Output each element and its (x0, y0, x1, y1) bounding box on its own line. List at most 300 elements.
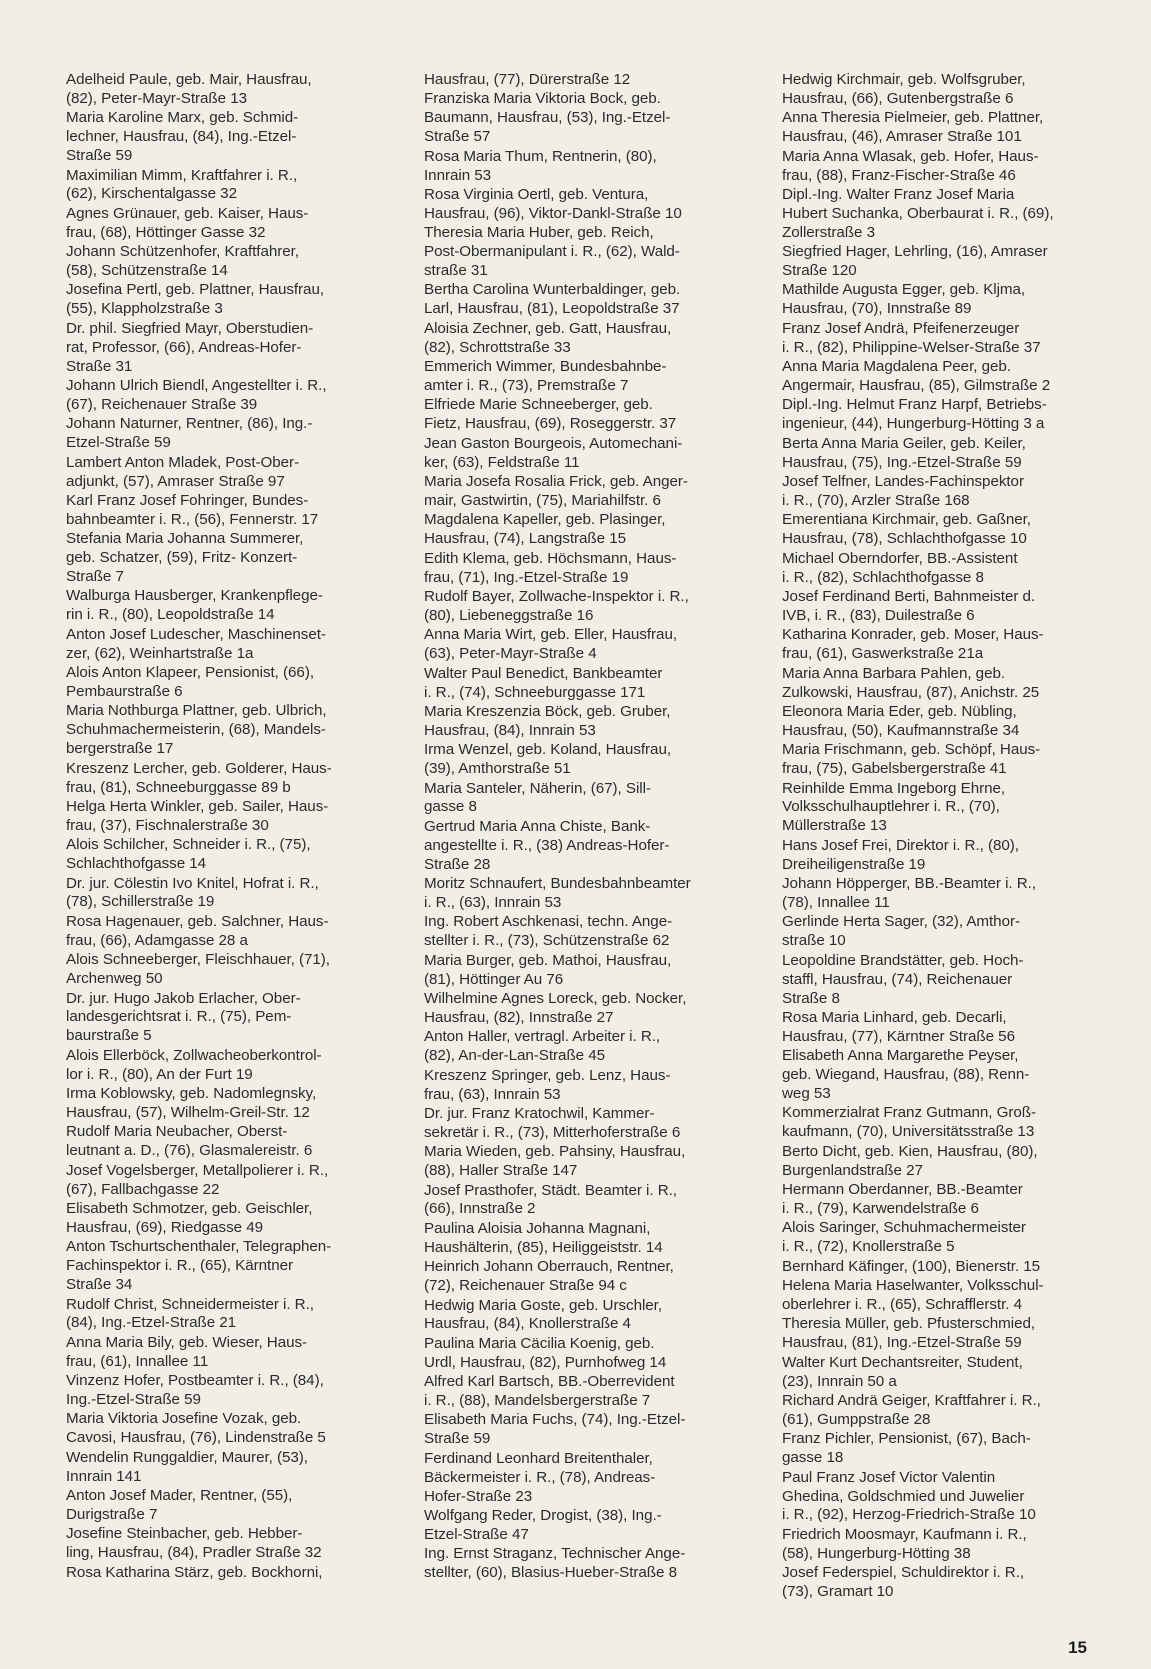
entry-line: Anton Tschurtschenthaler, Telegraphen- (66, 1238, 332, 1256)
directory-entry (66, 281, 380, 319)
entry-line: Maria Kreszenzia Böck, geb. Gruber, (424, 702, 671, 720)
entry-line: (62), Kirschentalgasse 32 (66, 185, 237, 203)
entry-line: Urdl, Hausfrau, (82), Purnhofweg 14 (424, 1353, 667, 1371)
directory-entry (424, 1297, 738, 1335)
entry-line: Straße 59 (66, 147, 133, 165)
directory-entry (782, 626, 1096, 664)
entry-line: Maria Burger, geb. Mathoi, Hausfrau, (424, 951, 672, 969)
directory-entry (782, 952, 1096, 1009)
entry-line: Wendelin Runggaldier, Maurer, (53), (66, 1448, 308, 1466)
directory-entry (66, 798, 380, 836)
entry-line: Hausfrau, (75), Ing.-Etzel-Straße 59 (782, 453, 1022, 471)
entry-line: Dreiheiligenstraße 19 (782, 855, 926, 873)
entry-line: Gertrud Maria Anna Chiste, Bank- (424, 817, 651, 835)
entry-line: Walter Kurt Dechantsreiter, Student, (782, 1353, 1023, 1371)
entry-line: Zollerstraße 3 (782, 223, 875, 241)
directory-entry (424, 435, 738, 473)
entry-line: (78), Schillerstraße 19 (66, 893, 215, 911)
directory-entry (66, 320, 380, 377)
entry-line: (82), An-der-Lan-Straße 45 (424, 1047, 606, 1065)
directory-entry (424, 148, 738, 186)
entry-line: Hausfrau, (81), Ing.-Etzel-Straße 59 (782, 1334, 1022, 1352)
entry-line: stellter i. R., (73), Schützenstraße 62 (424, 932, 670, 950)
entry-line: bergerstraße 17 (66, 740, 174, 758)
entry-line: Ing. Ernst Straganz, Technischer Ange- (424, 1545, 686, 1563)
directory-entry (782, 435, 1096, 473)
entry-line: Straße 57 (424, 128, 491, 146)
entry-line: Moritz Schnaufert, Bundesbahnbeamter (424, 875, 691, 893)
entry-line: landesgerichtsrat i. R., (75), Pem- (66, 1008, 292, 1026)
entry-line: Ghedina, Goldschmied und Juwelier (782, 1487, 1025, 1505)
entry-line: Anton Haller, vertragl. Arbeiter i. R., (424, 1028, 661, 1046)
entry-line: Helga Herta Winkler, geb. Sailer, Haus- (66, 797, 329, 815)
entry-line: Siegfried Hager, Lehrling, (16), Amraser (782, 243, 1048, 261)
entry-line: Kreszenz Springer, geb. Lenz, Haus- (424, 1066, 671, 1084)
entry-line: Hofer-Straße 23 (424, 1487, 533, 1505)
entry-line: Anna Maria Wirt, geb. Eller, Hausfrau, (424, 626, 678, 644)
entry-line: Theresia Maria Huber, geb. Reich, (424, 224, 654, 242)
entry-line: frau, (61), Gaswerkstraße 21a (782, 645, 984, 663)
entry-line: Hans Josef Frei, Direktor i. R., (80), (782, 836, 1019, 854)
entry-line: Elfriede Marie Schneeberger, geb. (424, 396, 653, 414)
entry-line: ingenieur, (44), Hungerburg-Hötting 3 a (782, 415, 1045, 433)
entry-line: Archenweg 50 (66, 970, 163, 988)
directory-entry (782, 1258, 1096, 1277)
entry-line: Baumann, Hausfrau, (53), Ing.-Etzel- (424, 109, 671, 127)
entry-line: Josef Federspiel, Schuldirektor i. R., (782, 1564, 1025, 1582)
directory-entry (782, 665, 1096, 703)
entry-line: Johann Ulrich Biendl, Angestellter i. R., (66, 377, 327, 394)
entry-line: Zulkowski, Hausfrau, (87), Anichstr. 25 (782, 683, 1040, 701)
entry-line: Emerentiana Kirchmair, geb. Gaßner, (782, 511, 1031, 529)
directory-entry (782, 511, 1096, 549)
directory-entry (66, 1449, 380, 1487)
directory-entry (66, 990, 380, 1047)
directory-entry (66, 951, 380, 989)
directory-entry (66, 109, 380, 166)
entry-line: Berta Anna Maria Geiler, geb. Keiler, (782, 434, 1026, 452)
entry-line: Agnes Grünauer, geb. Kaiser, Haus- (66, 204, 309, 222)
entry-line: Schuhmachermeisterin, (68), Mandels- (66, 721, 326, 739)
entry-line: (58), Schützenstraße 14 (66, 262, 228, 280)
directory-entry (66, 377, 380, 415)
entry-line: Schlachthofgasse 14 (66, 855, 207, 873)
entry-line: (67), Reichenauer Straße 39 (66, 395, 258, 413)
directory-entry (782, 1104, 1096, 1142)
entry-line: (88), Haller Straße 147 (424, 1162, 578, 1180)
directory-entry (782, 741, 1096, 779)
entry-line: Paulina Aloisia Johanna Magnani, (424, 1219, 651, 1237)
entry-line: angestellte i. R., (38) Andreas-Hofer- (424, 836, 670, 854)
entry-line: (61), Gumppstraße 28 (782, 1410, 931, 1428)
directory-entry (66, 760, 380, 798)
entry-line: geb. Wiegand, Hausfrau, (88), Renn- (782, 1066, 1030, 1084)
directory-entry (424, 990, 738, 1028)
entry-line: Ing. Robert Aschkenasi, techn. Ange- (424, 913, 673, 931)
directory-entry (66, 1410, 380, 1448)
entry-line: (81), Höttinger Au 76 (424, 970, 564, 988)
entry-line: Josef Telfner, Landes-Fachinspektor (782, 473, 1024, 491)
directory-entry (782, 1430, 1096, 1468)
entry-line: Fachinspektor i. R., (65), Kärntner (66, 1257, 293, 1275)
directory-entry (782, 837, 1096, 875)
entry-line: Post-Obermanipulant i. R., (62), Wald- (424, 243, 680, 261)
entry-line: Franziska Maria Viktoria Bock, geb. (424, 90, 661, 108)
entry-line: Anna Maria Magdalena Peer, geb. (782, 358, 1011, 376)
directory-entry (424, 588, 738, 626)
entry-line: gasse 18 (782, 1449, 844, 1467)
entry-line: adjunkt, (57), Amraser Straße 97 (66, 472, 285, 490)
directory-entry (66, 1162, 380, 1200)
entry-line: Anton Josef Mader, Rentner, (55), (66, 1487, 293, 1505)
entry-line: Reinhilde Emma Ingeborg Ehrne, (782, 779, 1006, 797)
directory-entry (782, 1009, 1096, 1047)
entry-line: Dr. jur. Franz Kratochwil, Kammer- (424, 1104, 655, 1122)
directory-entry (424, 1335, 738, 1373)
entry-line: Johann Naturner, Rentner, (86), Ing.- (66, 415, 313, 433)
entry-line: Alois Saringer, Schuhmachermeister (782, 1219, 1026, 1237)
entry-line: (58), Hungerburg-Hötting 38 (782, 1544, 971, 1562)
directory-entry (66, 415, 380, 453)
directory-entry (424, 1182, 738, 1220)
entry-line: Hausfrau, (74), Langstraße 15 (424, 530, 627, 548)
entry-line: Innrain 53 (424, 166, 492, 184)
entry-line: Rosa Maria Thum, Rentnerin, (80), (424, 147, 657, 165)
directory-entry (424, 741, 738, 779)
directory-entry (424, 1258, 738, 1296)
entry-line: Hausfrau, (50), Kaufmannstraße 34 (782, 721, 1020, 739)
entry-line: ling, Hausfrau, (84), Pradler Straße 32 (66, 1544, 322, 1562)
directory-entry (66, 664, 380, 702)
entry-line: i. R., (63), Innrain 53 (424, 893, 562, 911)
directory-entry (782, 913, 1096, 951)
entry-line: Michael Oberndorfer, BB.-Assistent (782, 549, 1018, 567)
directory-entry (782, 148, 1096, 186)
entry-line: (67), Fallbachgasse 22 (66, 1180, 220, 1198)
entry-line: Ing.-Etzel-Straße 59 (66, 1391, 201, 1409)
entry-line: Josef Ferdinand Berti, Bahnmeister d. (782, 587, 1036, 605)
directory-entry (782, 243, 1096, 281)
entry-line: straße 10 (782, 932, 846, 950)
directory-entry (782, 1354, 1096, 1392)
entry-line: mair, Gastwirtin, (75), Mariahilfstr. 6 (424, 491, 661, 509)
entry-line: amter i. R., (73), Premstraße 7 (424, 377, 629, 394)
entry-line: Hausfrau, (96), Viktor-Dankl-Straße 10 (424, 204, 682, 222)
entry-line: Rudolf Maria Neubacher, Oberst- (66, 1123, 288, 1141)
entry-line: geb. Schatzer, (59), Fritz- Konzert- (66, 549, 298, 567)
directory-entry (424, 703, 738, 741)
entry-line: ker, (63), Feldstraße 11 (424, 453, 580, 471)
entry-line: frau, (81), Schneeburggasse 89 b (66, 778, 291, 796)
entry-line: stellter, (60), Blasius-Hueber-Straße 8 (424, 1564, 677, 1582)
entry-line: Anna Theresia Pielmeier, geb. Plattner, (782, 109, 1044, 127)
entry-line: Irma Wenzel, geb. Koland, Hausfrau, (424, 741, 672, 759)
entry-line: Walburga Hausberger, Krankenpflege- (66, 587, 323, 605)
directory-entry (66, 1123, 380, 1161)
entry-line: Hedwig Maria Goste, geb. Urschler, (424, 1296, 663, 1314)
entry-line: Hausfrau, (66), Gutenbergstraße 6 (782, 89, 1014, 107)
directory-entry (424, 1373, 738, 1411)
entry-line: frau, (37), Fischnalerstraße 30 (66, 816, 269, 834)
entry-line: Elisabeth Anna Margarethe Peyser, (782, 1047, 1019, 1065)
directory-entry (66, 1525, 380, 1563)
entry-line: Stefania Maria Johanna Summerer, (66, 530, 304, 548)
entry-line: (63), Peter-Mayr-Straße 4 (424, 645, 597, 663)
entry-line: Rosa Hagenauer, geb. Salchner, Haus- (66, 912, 329, 930)
entry-line: Hausfrau, (69), Riedgasse 49 (66, 1218, 263, 1236)
directory-entry (424, 281, 738, 319)
entry-line: Kreszenz Lercher, geb. Golderer, Haus- (66, 759, 332, 777)
directory-entry (424, 396, 738, 434)
directory-entry (424, 913, 738, 951)
entry-line: Hausfrau, (77), Kärntner Straße 56 (782, 1027, 1015, 1045)
directory-entry (782, 1143, 1096, 1181)
directory-entry (66, 913, 380, 951)
entry-line: Josef Vogelsberger, Metallpolierer i. R., (66, 1161, 329, 1179)
directory-entry (424, 875, 738, 913)
entry-line: Paul Franz Josef Victor Valentin (782, 1468, 996, 1486)
directory-entry (782, 396, 1096, 434)
entry-line: (82), Schrottstraße 33 (424, 338, 571, 356)
entry-line: Rosa Maria Linhard, geb. Decarli, (782, 1008, 1007, 1026)
entry-line: Gerlinde Herta Sager, (32), Amthor- (782, 913, 1020, 931)
entry-line: staffl, Hausfrau, (74), Reichenauer (782, 970, 1013, 988)
entry-line: Straße 59 (424, 1430, 491, 1448)
directory-entry (782, 1392, 1096, 1430)
entry-line: Franz Josef Andrä, Pfeifenerzeuger (782, 319, 1020, 337)
directory-entry (66, 1085, 380, 1123)
entry-line: Emmerich Wimmer, Bundesbahnbe- (424, 358, 667, 376)
entry-line: Bertha Carolina Wunterbaldinger, geb. (424, 281, 681, 299)
directory-entry (424, 320, 738, 358)
entry-line: Kommerzialrat Franz Gutmann, Groß- (782, 1104, 1037, 1122)
entry-line: Eleonora Maria Eder, geb. Nübling, (782, 702, 1017, 720)
entry-line: Johann Schützenhofer, Kraftfahrer, (66, 243, 300, 261)
directory-entry (424, 186, 738, 224)
directory-entry (66, 1564, 380, 1583)
entry-line: sekretär i. R., (73), Mitterhoferstraße 6 (424, 1123, 681, 1141)
directory-entry (782, 703, 1096, 741)
directory-entry (424, 1220, 738, 1258)
entry-line: Karl Franz Josef Fohringer, Bundes- (66, 491, 309, 509)
entry-line: (78), Innallee 11 (782, 893, 890, 911)
entry-line: Hausfrau, (78), Schlachthofgasse 10 (782, 530, 1027, 548)
entry-line: Angermair, Hausfrau, (85), Gilmstraße 2 (782, 377, 1051, 394)
page-number: 15 (1068, 1638, 1087, 1657)
entry-line: i. R., (82), Philippine-Welser-Straße 37 (782, 338, 1041, 356)
directory-entry (782, 320, 1096, 358)
entry-line: Katharina Konrader, geb. Moser, Haus- (782, 626, 1044, 644)
entry-line: Walter Paul Benedict, Bankbeamter (424, 664, 663, 682)
directory-entry (424, 1507, 738, 1545)
entry-line: Rudolf Christ, Schneidermeister i. R., (66, 1295, 314, 1313)
entry-line: Alois Schilcher, Schneider i. R., (75), (66, 836, 311, 854)
directory-entry (424, 1545, 738, 1583)
directory-entry (424, 71, 738, 90)
entry-line: IVB, i. R., (83), Duilestraße 6 (782, 606, 975, 624)
entry-line: Haushälterin, (85), Heiliggeiststr. 14 (424, 1238, 663, 1256)
directory-entry (782, 550, 1096, 588)
directory-entry (424, 511, 738, 549)
entry-line: Heinrich Johann Oberrauch, Rentner, (424, 1258, 674, 1276)
directory-entry (424, 665, 738, 703)
entry-line: Pembaurstraße 6 (66, 683, 183, 700)
entry-line: Josefina Pertl, geb. Plattner, Hausfrau, (66, 281, 325, 299)
entry-line: weg 53 (782, 1085, 831, 1103)
directory-entry (782, 109, 1096, 147)
entry-line: Burgenlandstraße 27 (782, 1161, 923, 1179)
entry-line: Hubert Suchanka, Oberbaurat i. R., (69), (782, 204, 1054, 222)
directory-entry (782, 1564, 1096, 1602)
entry-line: Alois Anton Klapeer, Pensionist, (66), (66, 664, 314, 682)
entry-line: gasse 8 (424, 798, 477, 816)
directory-entry (66, 1372, 380, 1410)
entry-line: Alois Schneeberger, Fleischhauer, (71), (66, 951, 330, 969)
entry-line: rin i. R., (80), Leopoldstraße 14 (66, 606, 275, 624)
entry-line: Berto Dicht, geb. Kien, Hausfrau, (80), (782, 1142, 1038, 1160)
entry-line: Maria Josefa Rosalia Frick, geb. Anger- (424, 473, 688, 491)
directory-entry (66, 1296, 380, 1334)
directory-entry (782, 358, 1096, 396)
entry-line: (72), Reichenauer Straße 94 c (424, 1277, 627, 1295)
entry-line: Alois Ellerböck, Zollwacheoberkontrol- (66, 1046, 322, 1064)
directory-entry (782, 1181, 1096, 1219)
entry-line: i. R., (92), Herzog-Friedrich-Straße 10 (782, 1506, 1036, 1524)
directory-entry (424, 358, 738, 396)
entry-line: bahnbeamter i. R., (56), Fennerstr. 17 (66, 510, 319, 528)
directory-entry (66, 626, 380, 664)
entry-line: frau, (75), Gabelsbergerstraße 41 (782, 760, 1007, 778)
entry-line: Paulina Maria Cäcilia Koenig, geb. (424, 1334, 655, 1352)
entry-line: Hausfrau, (57), Wilhelm-Greil-Str. 12 (66, 1103, 310, 1121)
entry-line: Maria Nothburga Plattner, geb. Ulbrich, (66, 702, 327, 720)
entry-line: Hausfrau, (84), Knollerstraße 4 (424, 1315, 631, 1333)
directory-entry (66, 587, 380, 625)
directory-entry (424, 1143, 738, 1181)
entry-line: Wolfgang Reder, Drogist, (38), Ing.- (424, 1506, 662, 1524)
entry-line: Anna Maria Bily, geb. Wieser, Haus- (66, 1333, 308, 1351)
entry-line: Rudolf Bayer, Zollwache-Inspektor i. R., (424, 587, 689, 605)
entry-line: rat, Professor, (66), Andreas-Hofer- (66, 338, 302, 356)
directory-entry (66, 702, 380, 759)
entry-line: Straße 7 (66, 568, 124, 586)
entry-line: Hausfrau, (77), Dürerstraße 12 (424, 71, 631, 88)
directory-entry (66, 530, 380, 587)
entry-line: Straße 28 (424, 855, 491, 873)
entry-line: Leopoldine Brandstätter, geb. Hoch- (782, 951, 1024, 969)
directory-entry (782, 281, 1096, 319)
entry-line: Bäckermeister i. R., (78), Andreas- (424, 1468, 656, 1486)
entry-line: Johann Höpperger, BB.-Beamter i. R., (782, 875, 1036, 893)
entry-line: Vinzenz Hofer, Postbeamter i. R., (84), (66, 1372, 324, 1390)
entry-line: Hausfrau, (84), Innrain 53 (424, 721, 596, 739)
directory-entry (782, 875, 1096, 913)
directory-entry (424, 550, 738, 588)
entry-line: Volksschulhauptlehrer i. R., (70), (782, 798, 1000, 816)
directory-entry (782, 1526, 1096, 1564)
entry-line: Maria Wieden, geb. Pahsiny, Hausfrau, (424, 1143, 686, 1161)
directory-entry (782, 1219, 1096, 1257)
directory-entry (424, 780, 738, 818)
entry-line: frau, (61), Innallee 11 (66, 1352, 209, 1370)
directory-entry (66, 243, 380, 281)
entry-line: Cavosi, Hausfrau, (76), Lindenstraße 5 (66, 1429, 326, 1447)
entry-line: Theresia Müller, geb. Pfusterschmied, (782, 1315, 1036, 1333)
entry-line: Anton Josef Ludescher, Maschinenset- (66, 625, 326, 643)
directory-entry (66, 1047, 380, 1085)
directory-entry (424, 90, 738, 147)
entry-line: Etzel-Straße 59 (66, 434, 171, 452)
directory-entry (424, 1067, 738, 1105)
entry-line: Maria Karoline Marx, geb. Schmid- (66, 109, 299, 127)
entry-line: Josef Prasthofer, Städt. Beamter i. R., (424, 1181, 677, 1199)
directory-entry (424, 626, 738, 664)
entry-line: Rosa Virginia Oertl, geb. Ventura, (424, 185, 649, 203)
entry-line: Straße 120 (782, 262, 857, 280)
entry-line: Hausfrau, (82), Innstraße 27 (424, 1008, 614, 1026)
directory-entry (782, 780, 1096, 837)
entry-line: Müllerstraße 13 (782, 817, 887, 835)
entry-line: (55), Klappholzstraße 3 (66, 300, 223, 318)
entry-line: Etzel-Straße 47 (424, 1525, 529, 1543)
entry-line: i. R., (74), Schneeburggasse 171 (424, 683, 646, 701)
directory-entry (66, 492, 380, 530)
directory-entry (424, 224, 738, 281)
entry-line: Irma Koblowsky, geb. Nadomlegnsky, (66, 1085, 317, 1103)
entry-line: straße 31 (424, 262, 488, 280)
directory-entry (66, 836, 380, 874)
entry-line: Wilhelmine Agnes Loreck, geb. Nocker, (424, 990, 687, 1007)
entry-line: Magdalena Kapeller, geb. Plasinger, (424, 511, 666, 529)
entry-line: (73), Gramart 10 (782, 1583, 894, 1601)
entry-line: lor i. R., (80), An der Furt 19 (66, 1065, 253, 1083)
entry-line: Straße 8 (782, 989, 840, 1007)
directory-entry (66, 1238, 380, 1295)
entry-line: Dr. jur. Cölestin Ivo Knitel, Hofrat i. R., (66, 874, 319, 892)
entry-line: zer, (62), Weinhartstraße 1a (66, 644, 254, 662)
entry-line: (39), Amthorstraße 51 (424, 760, 571, 778)
directory-entry (782, 71, 1096, 109)
entry-line: Josefine Steinbacher, geb. Hebber- (66, 1525, 303, 1543)
directory-entry (782, 473, 1096, 511)
entry-line: Hedwig Kirchmair, geb. Wolfsgruber, (782, 71, 1026, 88)
entry-line: Aloisia Zechner, geb. Gatt, Hausfrau, (424, 319, 672, 337)
entry-line: Straße 34 (66, 1276, 133, 1294)
entry-line: Maria Frischmann, geb. Schöpf, Haus- (782, 741, 1041, 759)
directory-entry (66, 454, 380, 492)
entry-line: Maria Viktoria Josefine Vozak, geb. (66, 1410, 302, 1428)
entry-line: frau, (68), Höttinger Gasse 32 (66, 223, 266, 241)
entry-line: (80), Liebeneggstraße 16 (424, 606, 594, 624)
entry-line: i. R., (82), Schlachthofgasse 8 (782, 568, 984, 586)
directory-entry (424, 1411, 738, 1449)
entry-line: Adelheid Paule, geb. Mair, Hausfrau, (66, 71, 312, 88)
entry-line: (66), Innstraße 2 (424, 1200, 536, 1218)
entry-line: (84), Ing.-Etzel-Straße 21 (66, 1314, 237, 1332)
entry-line: Dipl.-Ing. Walter Franz Josef Maria (782, 185, 1015, 203)
entry-line: frau, (66), Adamgasse 28 a (66, 931, 248, 949)
entry-line: i. R., (72), Knollerstraße 5 (782, 1238, 955, 1256)
entry-line: Mathilde Augusta Egger, geb. Kljma, (782, 281, 1026, 299)
entry-line: Friedrich Moosmayr, Kaufmann i. R., (782, 1525, 1027, 1543)
entry-line: Larl, Hausfrau, (81), Leopoldstraße 37 (424, 300, 680, 318)
directory-entry (424, 1105, 738, 1143)
entry-line: (23), Innrain 50 a (782, 1372, 897, 1390)
entry-line: Maria Anna Barbara Pahlen, geb. (782, 664, 1006, 682)
entry-line: lechner, Hausfrau, (84), Ing.-Etzel- (66, 128, 297, 146)
entry-line: Durigstraße 7 (66, 1505, 158, 1523)
directory-entry (66, 71, 380, 109)
